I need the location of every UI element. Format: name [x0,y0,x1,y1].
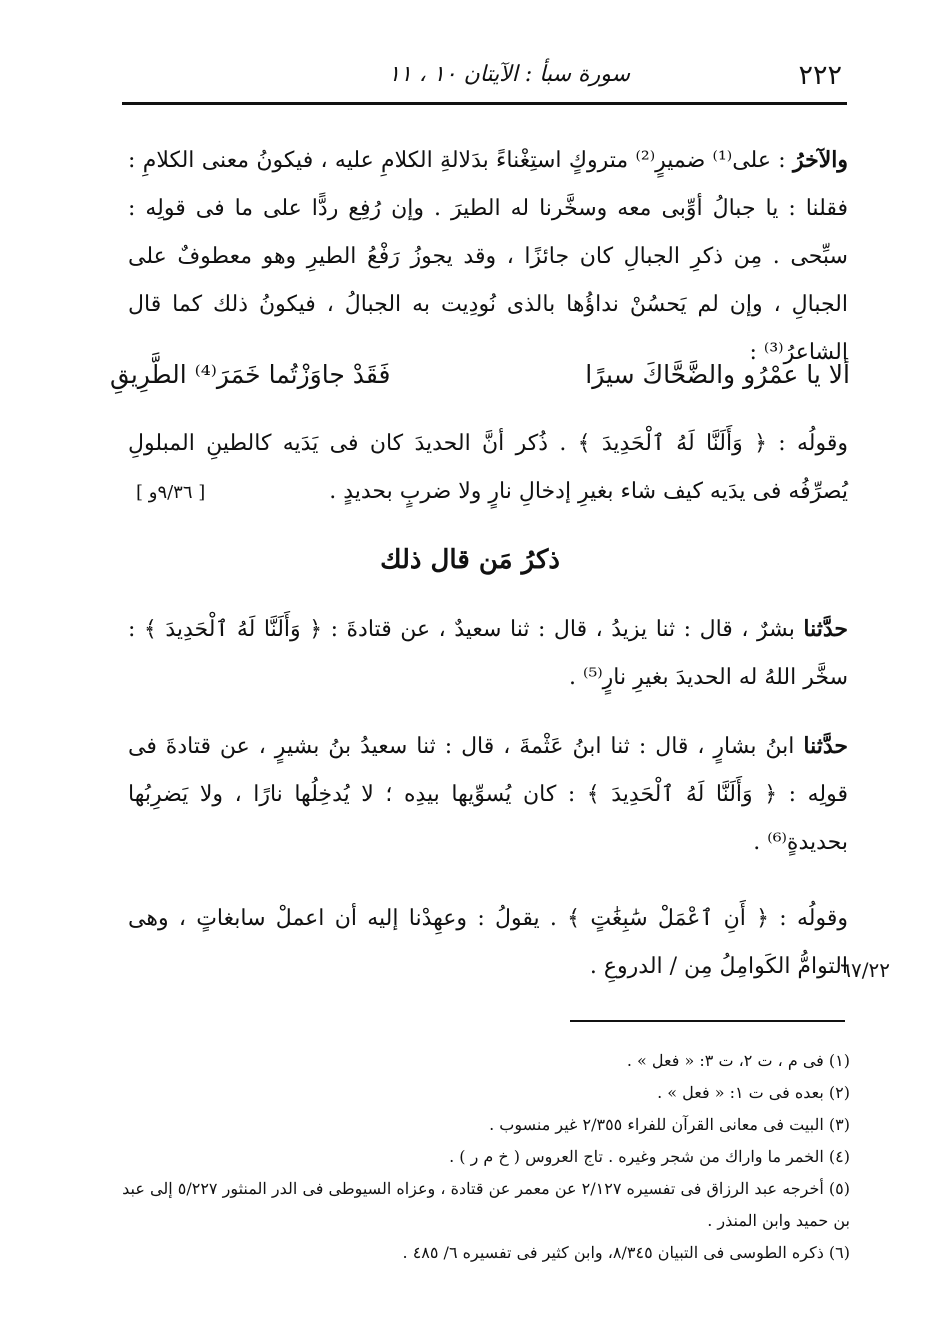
manuscript-folio-ref: [ ٩/٣٦و ] [136,482,206,503]
paragraph-text: وقولُه : ﴿ وَأَلَنَّا لَهُ ٱلْحَدِيدَ ﴾ . ذُكر أنَّ الحديدَ كان فى يَدَيه كالطينِ المبلولِ يُصرِّفُه فى يدَيه كيف شاء بغيرِ إدخالِ نارٍ ولا ضربٍ بحديدٍ . [128,431,848,504]
paragraph-lead-word: والآخرُ [792,147,848,173]
paragraph-1 [128,136,848,377]
paragraph-text: : على⁽¹⁾ ضميرٍ⁽²⁾ متروكٍ استِغْناءً بدَلالةِ الكلامِ عليه ، فيكونُ معنى الكلامِ : فقلنا : يا جبالُ أوِّبى معه وسخَّرنا له الطيرَ . وإن رُفِع ردًّا على ما فى قولِه : سبِّحى . مِن ذكرِ الجبالِ كان جائزًا ، وقد يجوزُ رَفْعُ الطيرِ وهو معطوفٌ على الجبالِ ، وإن لم يَحسُنْ نداؤُها بالذى نُودِيت به الجبالُ ، فيكونُ ذلك كما قال الشاعرُ⁽³⁾ : [128,148,848,365]
paragraph-lead-word: حدَّثنا [803,616,848,642]
verse-first-hemistich: ألا يا عمْرُو والضَّحَّاكَ سيرًا [585,360,850,389]
paragraph-text: ابنُ بشارٍ ، قال : ثنا ابنُ عَثْمةَ ، قال : ثنا سعيدُ بنُ بشيرٍ ، عن قتادةَ فى قولِه : ﴿ وَأَلَنَّا لَهُ ٱلْحَدِيدَ ﴾ : كان يُسوِّيها بيدِه ؛ لا يُدخِلُها نارًا ، ولا يَضرِبُها بحديدةٍ⁽⁶⁾ . [128,734,848,855]
footnote: (٢) بعده فى ت ١: « فعل » . [657,1083,850,1102]
page-number: ٢٢٢ [798,60,842,91]
paragraph-5 [128,895,848,991]
paragraph-text: بشرٌ ، قال : ثنا يزيدُ ، قال : ثنا سعيدٌ ، عن قتادةَ : ﴿ وَأَلَنَّا لَهُ ٱلْحَدِيدَ ﴾ : سخَّر اللهُ له الحديدَ بغيرِ نارٍ⁽⁵⁾ . [128,617,848,690]
section-heading: ذكرُ مَن قال ذلك [380,545,560,575]
header-rule [122,102,847,105]
edition-page-ref: ٦٧/٢٢ [840,958,890,982]
footnote: (٣) البيت فى معانى القرآن للفراء ٢/٣٥٥ غير منسوب . [489,1115,850,1134]
verse-second-hemistich: فَقَدْ جاوَزْتُما خَمَرَ⁽⁴⁾ الطَّرِيقِ [110,360,391,389]
footnote: (١) فى م ، ت ٢، ت ٣: « فعل » . [626,1051,850,1070]
footnote: (٤) الخمر ما واراك من شجر وغيره . تاج العروس ( خ م ر ) . [449,1147,850,1166]
paragraph-4 [128,722,848,867]
footnote-rule [570,1020,845,1022]
footnotes [118,1045,850,1269]
poetry-verse [110,360,850,410]
paragraph-lead-word: حدَّثنا [803,733,848,759]
paragraph-text: وقولُه : ﴿ أَنِ ٱعْمَلْ سَٰبِغَٰتٍ ﴾ . يقولُ : وعهِدْنا إليه أن اعملْ سابغاتٍ ، وهى التوامُّ الكَوامِلُ مِن / الدروعِ . [128,906,848,979]
page-header [120,58,850,94]
paragraph-2 [128,420,848,516]
footnote: (٦) ذكره الطوسى فى التبيان ٨/٣٤٥، وابن كثير فى تفسيره ٦/ ٤٨٥ . [402,1243,850,1262]
footnote: (٥) أخرجه عبد الرزاق فى تفسيره ٢/١٢٧ عن معمر عن قتادة ، وعزاه السيوطى فى الدر المنثور ٥/٢٢٧ إلى عبد بن حميد وابن المنذر . [122,1179,850,1230]
paragraph-3 [128,605,848,702]
running-head: سورة سبأ : الآيتان ١٠ ، ١١ [388,62,630,87]
